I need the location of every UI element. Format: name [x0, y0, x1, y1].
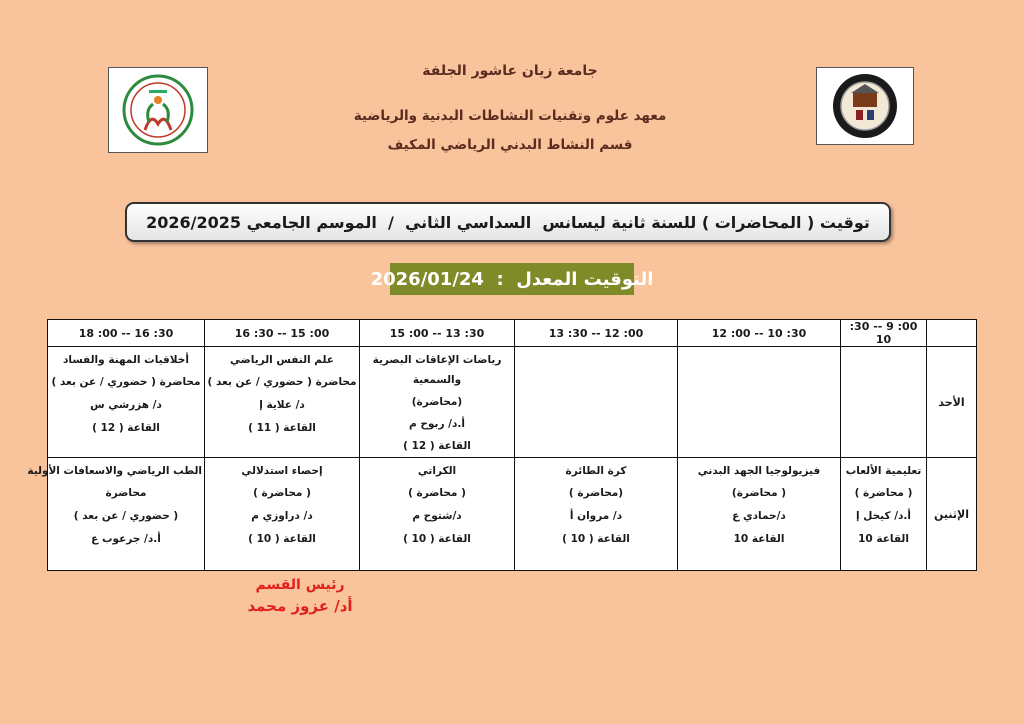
- day-label: الأحد: [927, 347, 977, 458]
- lecture-cell: [515, 458, 678, 571]
- empty-cell: [678, 347, 841, 458]
- lecture-teacher: د/حمادي ع: [732, 510, 786, 522]
- lecture-subject: الكراتي: [417, 465, 457, 477]
- lecture-teacher: أ.د/ كيحل إ: [855, 510, 912, 522]
- adjusted-schedule-date: التوقيت المعدل : 2026/01/24: [390, 263, 634, 295]
- lecture-subject: كرة الطائرة: [565, 465, 627, 477]
- slot-header: 00: 12 -- 30: 13: [515, 320, 678, 347]
- signature-name: أد/ عزوز محمد: [247, 597, 353, 615]
- slot-header: 30: 10 -- 00: 12: [678, 320, 841, 347]
- lecture-cell: [27, 458, 205, 571]
- lecture-teacher: د/ دراوزي م: [251, 510, 313, 522]
- lecture-cell: [360, 458, 515, 571]
- lecture-type: (محاضرة ): [568, 487, 624, 499]
- lecture-cell: [205, 347, 360, 458]
- lecture-subject: فيزيولوجيا الجهد البدني: [697, 465, 821, 477]
- lecture-subject: علم النفس الرياضي: [230, 354, 334, 366]
- table-header-row: [48, 320, 977, 347]
- institute-name: معهد علوم وتقنيات النشاطات البدنية والرياضية: [353, 108, 667, 124]
- day-label: الإثنين: [927, 458, 977, 571]
- lecture-subject: تعليمية الألعاب: [845, 465, 922, 477]
- lecture-subject-cont: والسمعية: [412, 374, 462, 386]
- signature-title: رئيس القسم: [255, 577, 345, 593]
- schedule-title: توقيت ( المحاضرات ) للسنة ثانية ليسانس السداسي الثاني / الموسم الجامعي 2026/2025: [125, 202, 891, 242]
- slot-header: 00: 9 -- 30: 10: [841, 320, 927, 347]
- lecture-type: ( محاضرة ): [854, 487, 913, 499]
- lecture-room: القاعة ( 12 ): [403, 440, 471, 452]
- lecture-room: القاعة 10: [858, 533, 909, 545]
- slot-header: 00: 15 -- 30: 16: [205, 320, 360, 347]
- lecture-type: ( محاضرة ): [408, 487, 466, 499]
- lecture-room: القاعة ( 10 ): [562, 533, 630, 545]
- lecture-room: القاعة ( 12 ): [92, 422, 160, 434]
- lecture-type: محاضرة ( حضوري / عن بعد ): [51, 376, 201, 388]
- lecture-type: محاضرة: [105, 487, 147, 499]
- lecture-mode: ( حضوري / عن بعد ): [73, 510, 179, 522]
- lecture-subject: أخلاقيات المهنة والفساد: [63, 354, 189, 366]
- lecture-room: القاعة ( 10 ): [248, 533, 316, 545]
- empty-cell: [841, 347, 927, 458]
- empty-cell: [515, 347, 678, 458]
- university-emblem-icon: [825, 71, 905, 141]
- lecture-room: القاعة ( 11 ): [248, 422, 316, 434]
- lecture-cell: [678, 458, 841, 571]
- slot-header: 30: 16 -- 00: 18: [48, 320, 205, 347]
- lecture-type: ( محاضرة ): [253, 487, 311, 499]
- lecture-cell: [841, 458, 927, 571]
- lecture-cell: [205, 458, 360, 571]
- lecture-type: ( محاضرة): [731, 487, 787, 499]
- table-row: [48, 347, 977, 458]
- lecture-teacher: أ.د/ ربوح م: [409, 418, 465, 430]
- lecture-subject: إحصاء استدلالي: [241, 465, 323, 477]
- slot-header: 30: 13 -- 00: 15: [360, 320, 515, 347]
- department-name: قسم النشاط البدني الرياضي المكيف: [387, 137, 633, 153]
- schedule-table: [27, 319, 977, 571]
- table-row: [48, 458, 977, 571]
- lecture-teacher: د/ علاية إ: [259, 399, 305, 411]
- day-header-corner: [927, 320, 977, 347]
- lecture-cell: [360, 347, 515, 458]
- lecture-room: القاعة ( 10 ): [403, 533, 471, 545]
- lecture-teacher: أ.د/ جرعوب ع: [91, 533, 161, 545]
- lecture-room: القاعة 10: [733, 533, 785, 545]
- lecture-teacher: د/ مروان أ: [569, 510, 623, 522]
- lecture-type: محاضرة ( حضوري / عن بعد ): [207, 376, 357, 388]
- lecture-subject: رياضات الإعاقات البصرية: [372, 354, 502, 366]
- lecture-type: (محاضرة): [411, 396, 463, 408]
- lecture-cell: [48, 347, 205, 458]
- university-name: جامعة زيان عاشور الجلفة: [422, 63, 598, 79]
- lecture-teacher: د/شتوح م: [412, 510, 462, 522]
- lecture-teacher: د/ هزرشي س: [90, 399, 162, 411]
- lecture-subject: الطب الرياضي والاسعافات الأولية: [27, 465, 202, 477]
